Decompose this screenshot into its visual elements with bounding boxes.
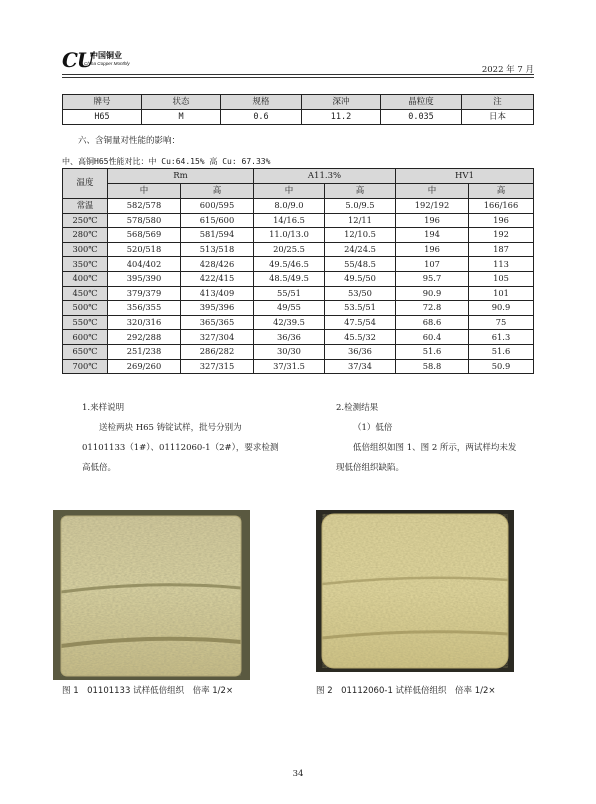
table-cell: 187: [469, 242, 534, 257]
property-table: [62, 94, 534, 125]
table-subheader: 高: [181, 184, 254, 199]
right-column: [336, 398, 546, 478]
table-row: [63, 228, 534, 243]
table-cell: 0.035: [381, 110, 462, 125]
temperature-cell: 650℃: [63, 344, 108, 359]
table-cell: 58.8: [396, 359, 469, 374]
table-header: 深冲: [302, 95, 381, 110]
table-cell: 192/192: [396, 199, 469, 214]
table-cell: 196: [396, 213, 469, 228]
table-cell: 72.8: [396, 301, 469, 316]
table-cell: 404/402: [108, 257, 181, 272]
table-cell: 61.3: [469, 330, 534, 345]
table-header-row: [63, 95, 534, 110]
table-header: 注: [462, 95, 534, 110]
table-cell: 24/24.5: [325, 242, 396, 257]
temperature-cell: 常温: [63, 199, 108, 214]
table-header: 晶粒度: [381, 95, 462, 110]
table-cell: 49/55: [254, 301, 325, 316]
paragraph-line: 现低倍组织缺陷。: [336, 463, 405, 473]
table-cell: 107: [396, 257, 469, 272]
table-cell: 53.5/51: [325, 301, 396, 316]
table-cell: 196: [396, 242, 469, 257]
table-cell: 12/11: [325, 213, 396, 228]
table-cell: 36/36: [254, 330, 325, 345]
table-cell: 582/578: [108, 199, 181, 214]
table-group-header: Rm: [108, 169, 254, 184]
subsection-heading: 1.来样说明: [82, 403, 125, 413]
table-cell: 45.5/32: [325, 330, 396, 345]
temperature-cell: 700℃: [63, 359, 108, 374]
temperature-cell: 350℃: [63, 257, 108, 272]
table-cell: 422/415: [181, 271, 254, 286]
table-group-header: A11.3%: [254, 169, 396, 184]
table-cell: 47.5/54: [325, 315, 396, 330]
table-header: 牌号: [63, 95, 142, 110]
table-cell: 166/166: [469, 199, 534, 214]
table-cell: 286/282: [181, 344, 254, 359]
table-cell: 49.5/50: [325, 271, 396, 286]
paragraph-line: 送检两块 H65 铸锭试样，批号分别为: [99, 423, 242, 433]
table-subheader: 中: [254, 184, 325, 199]
table-row: [63, 344, 534, 359]
section-title: 六、含铜量对性能的影响：: [78, 136, 181, 146]
table-cell: 90.9: [469, 301, 534, 316]
table-row: [63, 242, 534, 257]
table-cell: 578/580: [108, 213, 181, 228]
figure-1-caption: 图 1 01101133 试样低倍组织 倍率 1/2×: [62, 686, 234, 696]
table-cell: 513/518: [181, 242, 254, 257]
table-row: [63, 199, 534, 214]
table-cell: 36/36: [325, 344, 396, 359]
table-cell: 327/304: [181, 330, 254, 345]
temperature-cell: 280℃: [63, 228, 108, 243]
table-cell: 568/569: [108, 228, 181, 243]
logo-mark: CU: [62, 48, 94, 72]
table-cell: 581/594: [181, 228, 254, 243]
table-header: 状态: [142, 95, 221, 110]
table-header: 规格: [221, 95, 302, 110]
table-cell: 600/595: [181, 199, 254, 214]
table-cell: 37/31.5: [254, 359, 325, 374]
table-header-row: [63, 169, 534, 184]
table-cell: 292/288: [108, 330, 181, 345]
table-subheader: 高: [469, 184, 534, 199]
table-cell: 192: [469, 228, 534, 243]
table-cell: 11.2: [302, 110, 381, 125]
header-rule-thin: [62, 77, 534, 78]
table-cell: 30/30: [254, 344, 325, 359]
temperature-cell: 550℃: [63, 315, 108, 330]
figure-2-photo: [316, 510, 514, 672]
temperature-cell: 300℃: [63, 242, 108, 257]
table-cell: 413/409: [181, 286, 254, 301]
table-cell: 90.9: [396, 286, 469, 301]
temperature-cell: 600℃: [63, 330, 108, 345]
table-cell: 615/600: [181, 213, 254, 228]
table-cell: 5.0/9.5: [325, 199, 396, 214]
table-cell: 49.5/46.5: [254, 257, 325, 272]
temperature-cell: 450℃: [63, 286, 108, 301]
table-cell: 55/48.5: [325, 257, 396, 272]
logo-en: China Copper Monthly: [84, 61, 130, 66]
table-row: [63, 286, 534, 301]
left-column: [82, 398, 282, 478]
table-row: [63, 110, 534, 125]
table-cell: 51.6: [396, 344, 469, 359]
table-cell: 8.0/9.0: [254, 199, 325, 214]
table-row: [63, 301, 534, 316]
table-group-header: HV1: [396, 169, 534, 184]
temperature-table: [62, 168, 534, 374]
table-row: [63, 359, 534, 374]
table-row: [63, 330, 534, 345]
table-cell: 95.7: [396, 271, 469, 286]
table-cell: 105: [469, 271, 534, 286]
table-cell: 395/390: [108, 271, 181, 286]
table-cell: 20/25.5: [254, 242, 325, 257]
table-cell: 11.0/13.0: [254, 228, 325, 243]
table-cell: 0.6: [221, 110, 302, 125]
temperature-cell: 400℃: [63, 271, 108, 286]
table-header-temp: 温度: [63, 169, 108, 199]
table-row: [63, 257, 534, 272]
table-cell: 日本: [462, 110, 534, 125]
table-subheader: 中: [396, 184, 469, 199]
table-cell: 51.6: [469, 344, 534, 359]
temperature-cell: 250℃: [63, 213, 108, 228]
table-cell: 251/238: [108, 344, 181, 359]
page-number: 34: [292, 769, 304, 779]
table-cell: 194: [396, 228, 469, 243]
figure-1-photo: [53, 510, 250, 680]
table-cell: 14/16.5: [254, 213, 325, 228]
table-cell: 48.5/49.5: [254, 271, 325, 286]
table-row: [63, 315, 534, 330]
table-subheader: 高: [325, 184, 396, 199]
table-cell: 60.4: [396, 330, 469, 345]
header-rule: [62, 74, 534, 75]
table-cell: 68.6: [396, 315, 469, 330]
table-cell: 365/365: [181, 315, 254, 330]
table-cell: 50.9: [469, 359, 534, 374]
table-cell: 42/39.5: [254, 315, 325, 330]
table-cell: H65: [63, 110, 142, 125]
table-row: [63, 213, 534, 228]
comparison-line: 中、高铜H65性能对比：中 Cu:64.15% 高 Cu: 67.33%: [62, 157, 271, 166]
table-cell: 37/34: [325, 359, 396, 374]
table-cell: 356/355: [108, 301, 181, 316]
table-cell: 520/518: [108, 242, 181, 257]
table-cell: 53/50: [325, 286, 396, 301]
table-cell: 327/315: [181, 359, 254, 374]
issue-date: 2022 年 7 月: [481, 65, 534, 75]
paragraph-line: 低倍组织如图 1、图 2 所示，两试样均未发: [353, 443, 517, 453]
logo: [62, 48, 142, 70]
table-cell: 101: [469, 286, 534, 301]
table-row: [63, 271, 534, 286]
table-cell: 379/379: [108, 286, 181, 301]
table-subheader: 中: [108, 184, 181, 199]
paragraph-line: 高低倍。: [82, 463, 117, 473]
temperature-cell: 500℃: [63, 301, 108, 316]
table-cell: 320/316: [108, 315, 181, 330]
table-cell: 428/426: [181, 257, 254, 272]
table-cell: 75: [469, 315, 534, 330]
table-cell: M: [142, 110, 221, 125]
table-cell: 12/10.5: [325, 228, 396, 243]
logo-cn: 中国铜业: [90, 51, 122, 60]
figure-2-caption: 图 2 01112060-1 试样低倍组织 倍率 1/2×: [316, 686, 496, 696]
table-cell: 113: [469, 257, 534, 272]
subsection-heading: 2.检测结果: [336, 403, 379, 413]
table-cell: 55/51: [254, 286, 325, 301]
table-cell: 395/396: [181, 301, 254, 316]
table-cell: 196: [469, 213, 534, 228]
table-subheader-row: [63, 184, 534, 199]
paragraph-line: 01101133（1#）、01112060-1（2#），要求检测: [82, 443, 279, 453]
table-cell: 269/260: [108, 359, 181, 374]
subsection-subheading: （1）低倍: [353, 423, 393, 433]
